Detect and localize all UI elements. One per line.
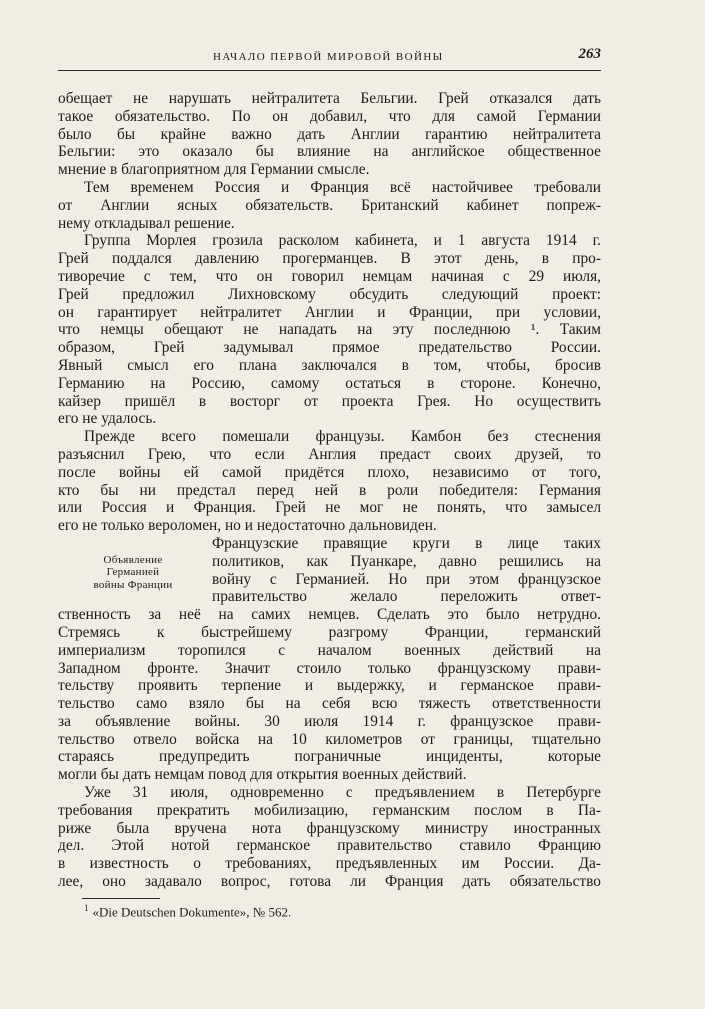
text-line: кто бы ни предстал перед ней в роли победителя: Германия	[58, 481, 601, 499]
paragraph-2	[58, 179, 601, 232]
text-line: Группа Морлея грозила расколом кабинета, и 1 августа 1914 г.	[84, 232, 601, 250]
text-line: тельству проявить терпение и выдержку, и германское прави-	[58, 677, 601, 695]
text-line: империализм торопился с началом военных действий на	[58, 641, 601, 659]
text-line: разъяснил Грею, что если Англия предаст своих друзей, то	[58, 445, 601, 463]
text-line: такое обязательство. По он добавил, что для самой Германии	[58, 107, 601, 125]
text-line: от Англии ясных обязательств. Британский кабинет попреж-	[58, 196, 601, 214]
margin-note	[58, 535, 212, 606]
text-line: что немцы обещают не нападать на эту последнюю ¹. Таким	[58, 321, 601, 339]
footnote-mark: 1	[84, 903, 89, 913]
margin-note-line: войны Франции	[93, 578, 173, 591]
text-line: политиков, как Пуанкаре, давно решились на	[212, 552, 601, 570]
text-line: кайзер пришёл в восторг от проекта Грея. Но осуществить	[58, 392, 601, 410]
text-line: мнение в благоприятном для Германии смысле.	[58, 161, 370, 179]
margin-note-line: Объявление	[103, 553, 163, 566]
footnote-rule	[82, 898, 160, 899]
text-line: было бы крайне важно дать Англии гарантию нейтралитета	[58, 125, 601, 143]
text-line: образом, Грей задумывал прямое предательство России.	[58, 339, 601, 357]
paragraph-6	[58, 784, 601, 891]
text-line: Западном фронте. Значит стоило только французскому прави-	[58, 659, 601, 677]
text-line: Германию на Россию, самому остаться в стороне. Конечно,	[58, 374, 601, 392]
text-line: он гарантирует нейтралитет Англии и Франции, при условии,	[58, 303, 601, 321]
paragraph-1	[58, 90, 601, 179]
text-line: тельство само взяло бы на себя всю тяжесть ответственности	[58, 695, 601, 713]
paragraph-3	[58, 232, 601, 428]
text-line: лее, оно задавало вопрос, готова ли Франция дать обязательство	[58, 873, 601, 891]
paragraph-5	[58, 606, 601, 784]
section-start	[58, 535, 601, 606]
text-line: стараясь предупредить пограничные инциденты, которые	[58, 748, 601, 766]
text-line: Явный смысл его плана заключался в том, чтобы, бросив	[58, 356, 601, 374]
text-line: правительство желало переложить ответ-	[212, 588, 601, 606]
text-line: тельство отвело войска на 10 километров от границы, тщательно	[58, 730, 601, 748]
text-line: нему откладывал решение.	[58, 214, 235, 232]
text-line: Французские правящие круги в лице таких	[212, 534, 601, 552]
text-line: Уже 31 июля, одновременно с предъявлением в Петербурге	[84, 784, 601, 802]
text-line: Грей предложил Лихновскому обсудить следующий проект:	[58, 285, 601, 303]
paragraph-4	[58, 428, 601, 535]
running-head: НАЧАЛО ПЕРВОЙ МИРОВОЙ ВОЙНЫ	[213, 51, 444, 63]
text-line: войну с Германией. Но при этом французское	[212, 570, 601, 588]
text-line: за объявление войны. 30 июля 1914 г. французское прави-	[58, 712, 601, 730]
footnote-text: «Die Deutschen Dokumente», № 562.	[92, 904, 292, 920]
body-text	[58, 90, 601, 891]
text-line: риже была вручена нота французскому министру иностранных	[58, 819, 601, 837]
text-line: могли бы дать немцам повод для открытия военных действий.	[58, 766, 467, 784]
text-line: ственность за неё на самих немцев. Сделать это было нетрудно.	[58, 606, 601, 624]
text-line: Грей поддался давлению прогерманцев. В этот день, в про-	[58, 250, 601, 268]
text-line: Прежде всего помешали французы. Камбон без стеснения	[84, 428, 601, 446]
text-line: Стремясь к быстрейшему разгрому Франции, германский	[58, 623, 601, 641]
text-line: тиворечие с тем, что он говорил немцам начиная с 29 июля,	[58, 267, 601, 285]
margin-note-line: Германией	[106, 566, 160, 579]
text-line: Бельгии: это оказало бы влияние на английское общественное	[58, 143, 601, 161]
text-line: дел. Этой нотой германское правительство ставило Францию	[58, 837, 601, 855]
text-line: Тем временем Россия и Франция всё настойчивее требовали	[84, 178, 601, 196]
text-line: или Россия и Франция. Грей не мог не понять, что замысел	[58, 499, 601, 517]
text-line: в известность о требованиях, предъявленных им России. Да-	[58, 855, 601, 873]
text-line: его не удалось.	[58, 410, 157, 428]
text-line: после войны ей самой придётся плохо, независимо от того,	[58, 463, 601, 481]
page-number: 263	[578, 46, 601, 62]
paragraph-5-start	[212, 535, 601, 606]
text-line: его не только вероломен, но и недостаточно дальновиден.	[58, 517, 437, 535]
text-line: обещает не нарушать нейтралитета Бельгии. Грей отказался дать	[58, 90, 601, 107]
page-header	[58, 44, 601, 71]
text-line: требования прекратить мобилизацию, германским послом в Па-	[58, 801, 601, 819]
footnote	[84, 903, 291, 920]
